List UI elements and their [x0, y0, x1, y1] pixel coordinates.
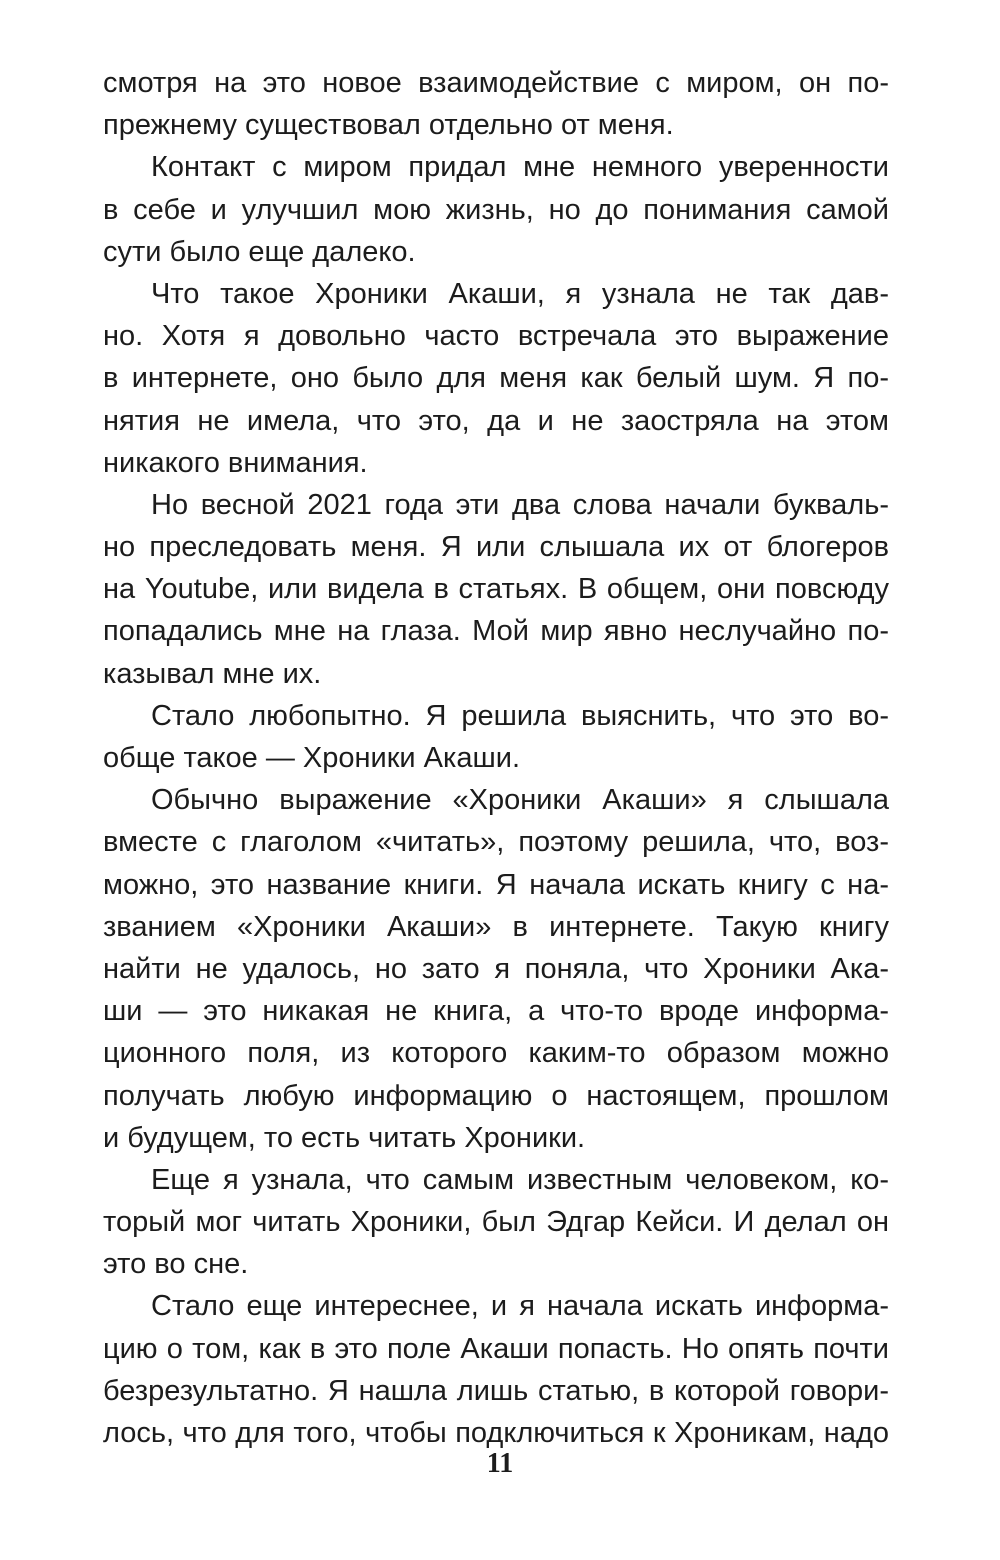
page-number: 11 [486, 1448, 514, 1479]
paragraph [103, 695, 889, 779]
text-line: на Youtube, или видела в статьях. В общем, они повсюду [103, 573, 889, 606]
text-line: получать любую информацию о настоящем, прошлом [103, 1079, 889, 1112]
text-line: найти не удалось, но зато я поняла, что Хроники Ака- [103, 952, 889, 985]
text-line: торый мог читать Хроники, был Эдгар Кейси. И делал он [103, 1206, 889, 1239]
text-line: нятия не имела, что это, да и не заостряла на этом [103, 404, 889, 437]
text-line: вместе с глаголом «читать», поэтому решила, что, воз- [103, 826, 889, 859]
text-line: Стало любопытно. Я решила выяснить, что это во- [151, 699, 889, 732]
paragraph [103, 62, 889, 146]
paragraph [103, 484, 889, 695]
text-line: безрезультатно. Я нашла лишь статью, в которой говори- [103, 1374, 889, 1407]
text-line: званием «Хроники Акаши» в интернете. Такую книгу [103, 910, 889, 943]
text-line: казывал мне их. [103, 657, 322, 690]
paragraph [103, 146, 889, 273]
text-line: но. Хотя я довольно часто встречала это выражение [103, 320, 889, 353]
text-line: Но весной 2021 года эти два слова начали букваль- [151, 488, 889, 521]
text-line: цию о том, как в это поле Акаши попасть. Но опять почти [103, 1332, 889, 1365]
text-line: никакого внимания. [103, 446, 368, 479]
text-line: в интернете, оно было для меня как белый шум. Я по- [103, 362, 889, 395]
text-line: сути было еще далеко. [103, 235, 416, 268]
paragraph [103, 779, 889, 1159]
text-line: обще такое — Хроники Акаши. [103, 742, 521, 774]
text-line: Обычно выражение «Хроники Акаши» я слышала [151, 784, 889, 817]
paragraph [103, 1159, 889, 1286]
text-line: можно, это название книги. Я начала искать книгу с на- [103, 868, 889, 901]
text-line: Что такое Хроники Акаши, я узнала не так дав- [151, 277, 889, 310]
text-line: это во сне. [103, 1248, 249, 1281]
text-line: попадались мне на глаза. Мой мир явно неслучайно по- [103, 615, 889, 648]
text-line: но преследовать меня. Я или слышала их от блогеров [103, 531, 889, 564]
text-line: Еще я узнала, что самым известным человеком, ко- [151, 1163, 889, 1196]
text-line: и будущем, то есть читать Хроники. [103, 1121, 586, 1154]
text-line: смотря на это новое взаимодействие с миром, он по- [103, 67, 889, 99]
text-line: Стало еще интереснее, и я начала искать информа- [151, 1290, 889, 1323]
text-line: в себе и улучшил мою жизнь, но до понимания самой [103, 193, 889, 226]
paragraph [103, 1285, 889, 1454]
body-text [103, 62, 889, 1454]
text-line: ционного поля, из которого каким-то образом можно [103, 1037, 889, 1070]
text-line: ши — это никакая не книга, а что-то вроде информа- [103, 995, 889, 1028]
paragraph [103, 273, 889, 484]
text-line: лось, что для того, чтобы подключиться к Хроникам, надо [103, 1417, 889, 1449]
text-line: прежнему существовал отдельно от меня. [103, 109, 674, 142]
text-line: Контакт с миром придал мне немного уверенности [151, 151, 889, 184]
